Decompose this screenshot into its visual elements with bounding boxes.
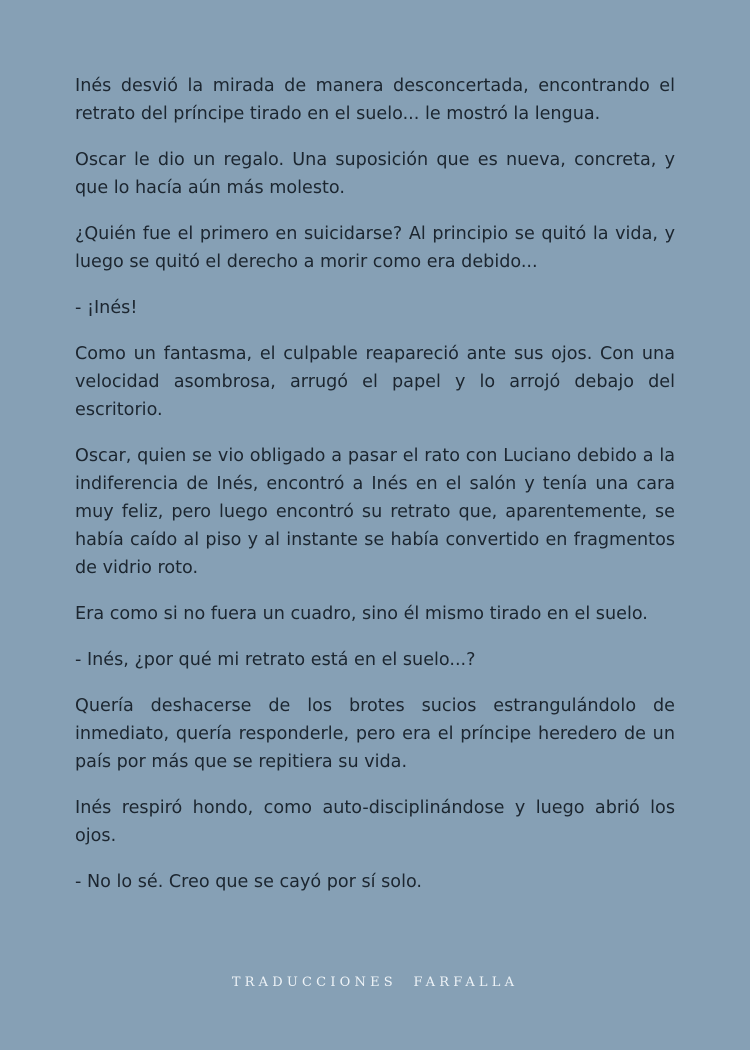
paragraph: Oscar le dio un regalo. Una suposición que es nueva, concreta, y que lo hacía aún más molesto.: [75, 150, 675, 198]
paragraph: - Inés, ¿por qué mi retrato está en el suelo...?: [75, 650, 476, 670]
paragraph: Como un fantasma, el culpable reapareció ante sus ojos. Con una velocidad asombrosa, arrugó el papel y lo arrojó debajo del escritorio.: [75, 344, 675, 420]
paragraph: Era como si no fuera un cuadro, sino él mismo tirado en el suelo.: [75, 604, 648, 624]
paragraph: Inés desvió la mirada de manera desconcertada, encontrando el retrato del príncipe tirado en el suelo... le mostró la lengua.: [75, 76, 675, 124]
paragraph: ¿Quién fue el primero en suicidarse? Al principio se quitó la vida, y luego se quitó el derecho a morir como era debido...: [75, 224, 675, 272]
paragraph: - ¡Inés!: [75, 298, 138, 318]
paragraph: - No lo sé. Creo que se cayó por sí solo.: [75, 872, 423, 892]
story-text: [75, 72, 675, 914]
paragraph: Oscar, quien se vio obligado a pasar el rato con Luciano debido a la indiferencia de Inés, encontró a Inés en el salón y tenía una cara muy feliz, pero luego encontró su retrato que, aparentemente, se había caído al piso y al instante se había convertido en fragmentos de vidrio roto.: [75, 446, 675, 578]
paragraph: Inés respiró hondo, como auto-disciplinándose y luego abrió los ojos.: [75, 798, 675, 846]
footer-credit: TRADUCCIONES FARFALLA: [231, 975, 519, 990]
paragraph: Quería deshacerse de los brotes sucios estrangulándolo de inmediato, quería responderle, pero era el príncipe heredero de un país por más que se repitiera su vida.: [75, 696, 675, 772]
